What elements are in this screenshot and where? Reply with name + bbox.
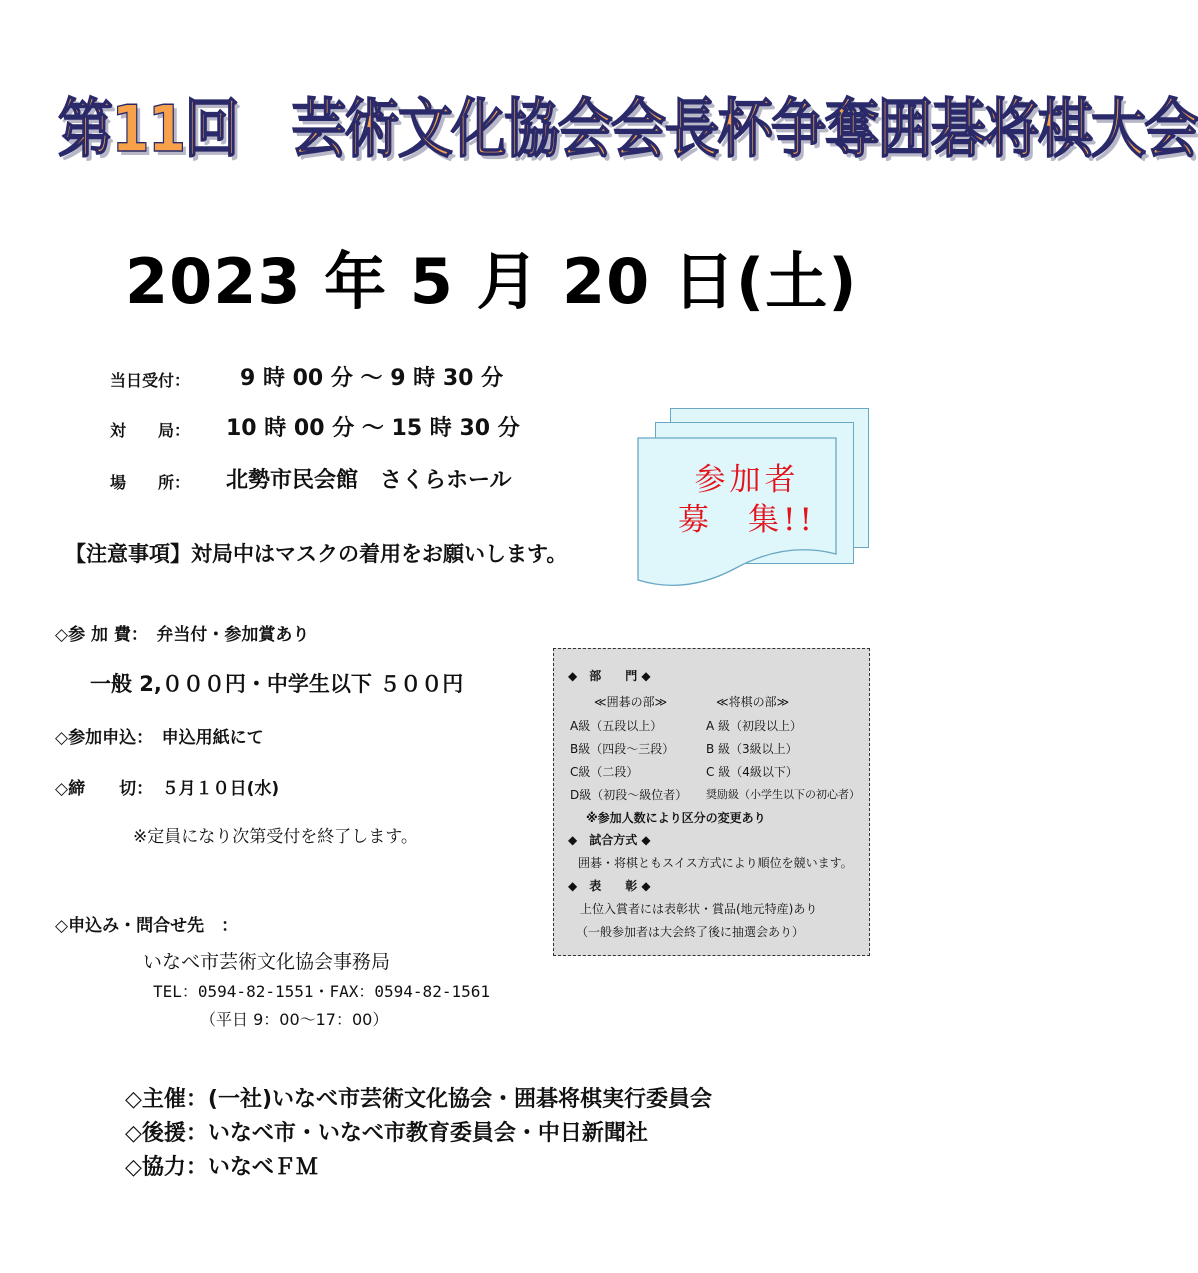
match-label: 対 局： xyxy=(110,421,191,440)
contact-tel: TEL：0594-82-1551・FAX：0594-82-1561 xyxy=(153,982,490,1001)
format-title: ◆ 試合方式 ◆ xyxy=(568,833,651,847)
fee-detail: 一般 2,０００円・中学生以下 ５００円 xyxy=(90,672,464,696)
sponsor-cooperation: ◇協力：いなべＦＭ xyxy=(125,1155,318,1180)
go-class-a: A級（五段以上） xyxy=(570,719,663,733)
shogi-class-b: B 級（3級以上） xyxy=(706,742,798,756)
award-text2: （一般参加者は大会終了後に抽選会あり） xyxy=(576,925,805,939)
shogi-class-c: C 級（4級以下） xyxy=(706,765,798,779)
reception-time: 9 時 00 分 ～ 9 時 30 分 xyxy=(240,366,504,391)
event-title: 第11回 芸術文化協会会長杯争奪囲碁将棋大会 xyxy=(58,93,1198,167)
apply-label: ◇参加申込： 申込用紙にて xyxy=(55,728,264,748)
contact-hours: （平日 9：00～17：00） xyxy=(200,1010,389,1029)
sponsor-support: ◇後援：いなべ市・いなべ市教育委員会・中日新聞社 xyxy=(125,1121,648,1146)
event-date: 2023 年 5 月 20 日(土) xyxy=(125,245,858,318)
venue-value: 北勢市民会館 さくらホール xyxy=(226,468,512,493)
info-box xyxy=(553,648,870,956)
fee-label: ◇参 加 費： 弁当付・参加賞あり xyxy=(55,625,310,645)
sponsor-host: ◇主催：(一社)いなべ市芸術文化協会・囲碁将棋実行委員会 xyxy=(125,1087,713,1112)
go-class-c: C級（二段） xyxy=(570,765,639,779)
shogi-class-encourage: 奨励級（小学生以下の初心者） xyxy=(706,788,860,801)
go-class-d: D級（初段～級位者） xyxy=(570,788,688,802)
recruit-text xyxy=(672,460,822,540)
deadline-note: ※定員になり次第受付を終了します。 xyxy=(133,827,418,847)
contact-label: ◇申込み・問合せ先 ： xyxy=(55,916,239,936)
recruit-line1: 参加者 xyxy=(694,462,800,498)
deadline-label: ◇締 切： ５月１０日(水) xyxy=(55,779,280,799)
go-class-b: B級（四段～三段） xyxy=(570,742,675,756)
division-title: ◆ 部 門 ◆ xyxy=(568,669,651,683)
shogi-class-a: A 級（初段以上） xyxy=(706,719,803,733)
award-text1: 上位入賞者には表彰状・賞品(地元特産)あり xyxy=(580,902,818,916)
award-title: ◆ 表 彰 ◆ xyxy=(568,879,651,893)
contact-org: いなべ市芸術文化協会事務局 xyxy=(143,951,391,973)
format-text: 囲碁・将棋ともスイス方式により順位を競います。 xyxy=(578,856,853,870)
notice: 【注意事項】対局中はマスクの着用をお願いします。 xyxy=(65,542,568,566)
recruit-line2: 募 集!! xyxy=(678,502,816,538)
shogi-header: ≪将棋の部≫ xyxy=(716,695,790,709)
match-time: 10 時 00 分 ～ 15 時 30 分 xyxy=(226,416,520,441)
division-note: ※参加人数により区分の変更あり xyxy=(586,811,766,825)
reception-label: 当日受付： xyxy=(110,371,191,390)
go-header: ≪囲碁の部≫ xyxy=(594,695,668,709)
venue-label: 場 所： xyxy=(110,473,191,492)
